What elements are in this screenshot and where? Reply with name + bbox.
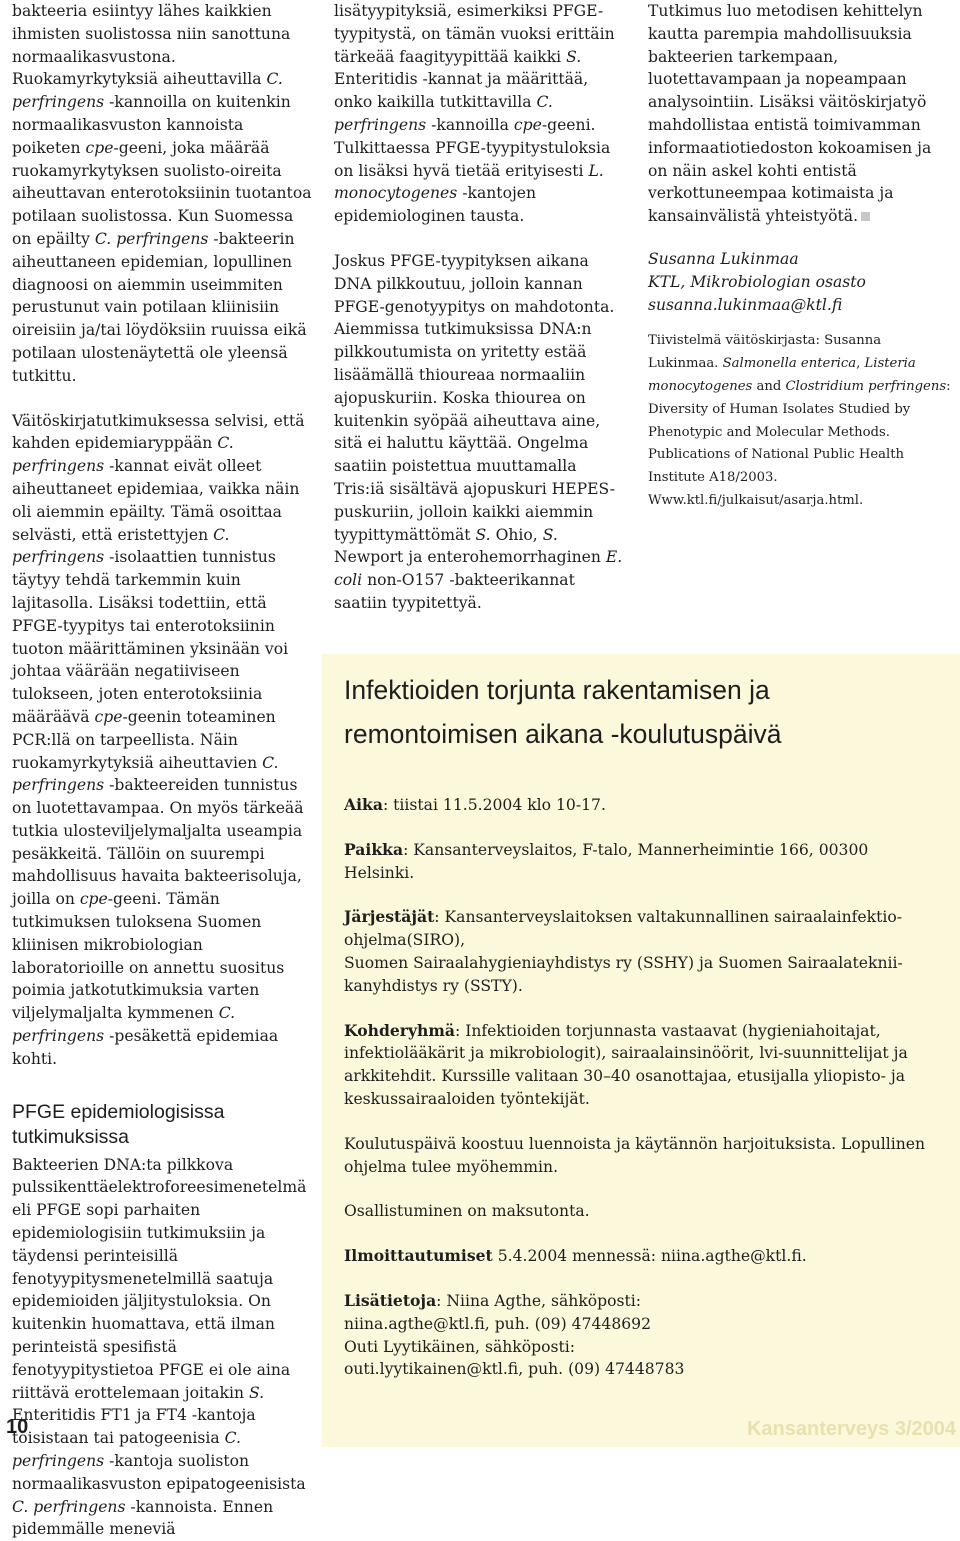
italic-term: Listeria monocytogenes	[648, 356, 916, 394]
text-run: : Diversity of Human Isolates Studied by Phenotypic and Molecular Methods. Publications of National Public Health Institute A18/2003. Www.ktl.fi/julkaisut/asarja.html.	[648, 378, 951, 508]
italic-term: C. perfringens	[12, 1497, 126, 1516]
announcement-title-line: Infektioiden torjunta rakentamisen ja	[344, 675, 770, 705]
italic-term: C. perfringens	[12, 1429, 241, 1471]
italic-term: C. perfringens	[12, 753, 279, 795]
value: : tiistai 11.5.2004 klo 10-17.	[382, 796, 606, 814]
article-column-1	[12, 0, 312, 1541]
text-run: -geeni, joka määrää ruokamyrkytyksen suolisto-oireita aiheuttavan enterotoksiinin tuotantoa potilaan suolistossa. Kun Suomessa on epäilty	[12, 138, 312, 248]
italic-term: Clostridium perfringens	[785, 378, 947, 394]
italic-term: C. perfringens	[334, 93, 553, 134]
author-signature	[648, 248, 952, 316]
italic-term: cpe	[513, 115, 542, 134]
author-affiliation: KTL, Mikrobiologian osasto	[648, 272, 866, 291]
text-run: -kantoja suoliston normaalikasvuston epipatogeenisista	[12, 1452, 306, 1493]
italic-term: S.	[542, 525, 558, 544]
article-paragraph	[334, 250, 626, 615]
page-number: 10	[6, 1416, 29, 1438]
italic-term: cpe	[94, 707, 123, 726]
text-run: Tiivistelmä väitöskirjasta: Susanna Lukinmaa.	[648, 333, 882, 372]
text-run: Ohio,	[490, 525, 543, 544]
text-run: -isolaattien tunnistus täytyy tehdä tarkemmin kuin lajitasolla. Lisäksi todettiin, että PFGE-tyypitys tai enterotoksiinin tuoton määrittäminen yksinään voi johtaa väärään negatiiviseen tulokseen, joten enterotoksiinia määräävä	[12, 548, 289, 726]
text-run: -geenin toteaminen PCR:llä on tarpeellista. Näin ruokamyrkytyksiä aiheuttavien	[12, 707, 276, 772]
event-fee: Osallistuminen on maksutonta.	[344, 1202, 590, 1221]
journal-issue-label: Kansanterveys 3/2004	[746, 1418, 956, 1440]
value: : Niina Agthe, sähköposti:	[436, 1291, 642, 1310]
text-run: -pesäkettä epidemiaa kohti.	[12, 1027, 279, 1068]
event-organizers	[344, 906, 934, 997]
value: Suomen Sairaalahygieniayhdistys ry (SSHY) ja Suomen Sairaalatekniikanyhdistys ry (SSTY).	[344, 953, 903, 995]
italic-term: cpe	[85, 138, 114, 157]
italic-term: C. perfringens	[12, 1004, 236, 1046]
article-column-3	[648, 0, 952, 513]
event-contacts	[344, 1290, 934, 1381]
value: 5.4.2004 mennessä: niina.agthe@ktl.fi.	[492, 1247, 807, 1266]
text-run: -kannat eivät olleet aiheuttaneet epidemiaa, vaikka näin oli aiemmin epäilty. Tämä osoittaa selvästi, että eristettyjen	[12, 457, 300, 544]
text-run: -bakteereiden tunnistus on luotettavampaa. On myös tärkeää tutkia ulosteviljelymaljalta useampia pesäkkeitä. Tällöin on suurempi mahdollisuus havaita bakteerisoluja, joilla on	[12, 776, 304, 909]
announcement-box	[322, 654, 960, 1447]
paragraph-text	[648, 2, 931, 225]
text-run: -bakteerin aiheuttaneen epidemian, lopullinen diagnoosi on aiemmin useimmiten perustunut vain potilaan kliinisiin oireisiin ja/tai löydöksiin ruuissa eikä potilaan ulostenäytettä ole yleensä tutkittu.	[12, 229, 307, 385]
text-run: Tutkimus luo metodisen kehittelyn kautta parempia mahdollisuuksia bakteerien tarkempaan, luotettavampaan ja nopeampaan analysointiin. Lisäksi väitöskirjatyö mahdollistaa entistä toimivamman informaatiotiedoston kokoamisen ja on näin askel kohti entistä verkottuneempaa kotimaista ja kansainvälistä yhteistyötä.	[648, 2, 932, 226]
text-run: and	[752, 378, 786, 394]
value: Outi Lyytikäinen, sähköposti:	[344, 1337, 576, 1356]
event-location	[344, 839, 934, 885]
article-column-2	[334, 0, 626, 615]
italic-term: cpe	[79, 890, 108, 909]
label: Paikka	[344, 839, 404, 859]
italic-term: L. monocytogenes	[334, 161, 604, 203]
event-registration	[344, 1245, 934, 1268]
article-paragraph	[334, 0, 626, 228]
event-audience	[344, 1020, 934, 1111]
text-run: -kannoista. Ennen pidemmälle meneviä	[12, 1497, 274, 1539]
article-paragraph	[12, 1154, 312, 1541]
text-run: Bakteerien DNA:ta pilkkova pulssikenttäelektroforeesimenetelmä eli PFGE sopi parhaiten epidemiologisiin tutkimuksiin ja täydensi perinteisillä fenotyypitysmenetelmillä saatuja epidemioiden jäljitystuloksia. On kuitenkin huomattava, että ilman perinteistä spesifistä fenotyypitystietoa PFGE ei ole aina riittävä erottelemaan joitakin	[12, 1155, 307, 1402]
article-paragraph	[12, 410, 312, 1071]
text-run: bakteeria esiintyy lähes kaikkien ihmisten suolistossa niin sanottuna normaalikasvustona. Ruokamyrkytyksiä aiheuttavilla	[12, 2, 291, 89]
label: Lisätietoja	[344, 1290, 437, 1310]
label: Järjestäjät	[344, 907, 435, 927]
italic-term: C. perfringens	[12, 434, 234, 476]
italic-term: S.	[566, 47, 582, 66]
dissertation-reference	[648, 330, 952, 512]
italic-term: S.	[475, 525, 491, 544]
text-run: -kannoilla	[426, 115, 514, 134]
text-run: Newport ja enterohemorrhaginen	[334, 548, 606, 567]
text-run: lisätyypityksiä, esimerkiksi PFGE-tyypitystä, on tämän vuoksi erittäin tärkeää faagityypittää kaikki	[334, 2, 615, 66]
section-heading: PFGE epidemiologisissa tutkimuksissa	[12, 1100, 225, 1148]
event-time	[344, 794, 934, 817]
text-run: Väitöskirjatutkimuksessa selvisi, että kahden epidemiaryppään	[12, 411, 305, 453]
text-run: Joskus PFGE-tyypityksen aikana DNA pilkkoutuu, jolloin kannan PFGE-genotyypitys on mahdotonta. Aiemmissa tutkimuksissa DNA:n pilkkoutumista on yritetty estää lisäämällä thioureaa normaaliin ajopuskuriin. Koska thiourea on kuitenkin syöpää aiheuttava aine, sitä ei haluttu käyttää. Ongelma saatiin poistettua muuttamalla Tris:iä sisältävä ajopuskuri HEPES-puskuriin, jolloin kaikki aiemmin tyypittymättömät	[334, 251, 616, 544]
value: niina.agthe@ktl.fi, puh. (09) 47448692	[344, 1314, 652, 1333]
text-run: non-O157 -bakteerikannat saatiin tyypitettyä.	[334, 571, 575, 612]
announcement-title-line: remontoimisen aikana -koulutuspäivä	[344, 719, 782, 749]
article-paragraph	[648, 0, 952, 228]
italic-term: C. perfringens	[12, 70, 283, 112]
value: : Kansanterveyslaitoksen valtakunnallinen sairaalainfektioohjelma(SIRO),	[344, 908, 903, 950]
label: Kohderyhmä	[344, 1020, 455, 1040]
text-run: Enteritidis -kannat ja määrittää, onko kaikilla tutkittavilla	[334, 70, 589, 112]
author-email: susanna.lukinmaa@ktl.fi	[648, 295, 843, 314]
label: Ilmoittautumiset	[344, 1246, 493, 1266]
text-run: ,	[856, 356, 865, 372]
event-program: Koulutuspäivä koostuu luennoista ja käytännön harjoituksista. Lopullinen ohjelma tulee myöhemmin.	[344, 1134, 926, 1176]
author-name: Susanna Lukinmaa	[648, 249, 799, 268]
italic-term: E. coli	[334, 548, 623, 590]
value: outi.lyytikainen@ktl.fi, puh. (09) 47448783	[344, 1360, 685, 1379]
article-paragraph	[12, 0, 312, 388]
announcement-title	[344, 668, 934, 756]
italic-term: C. perfringens	[12, 525, 230, 567]
text-run: Enteritidis FT1 ja FT4 -kantoja toisistaan tai patogeenisia	[12, 1406, 256, 1448]
value: : Infektioiden torjunnasta vastaavat (hygieniahoitajat, infektiolääkärit ja mikrobiologit), sairaalainsinöörit, lvi-suunnittelijat ja arkkitehdit. Kurssille valitaan 30–40 osanottajaa, etusijalla yliopisto- ja keskussairaaloiden työntekijät.	[344, 1021, 908, 1108]
text-run: -geeni. Tämän tutkimuksen tuloksena Suomen kliinisen mikrobiologian laboratorioille on annettu suositus poimia jatkotutkimuksia varten viljelymaljalta kymmenen	[12, 890, 285, 1023]
text-run: -kannoilla on kuitenkin normaalikasvuston kannoista poiketen	[12, 93, 291, 157]
label: Aika	[344, 795, 383, 814]
italic-term: S.	[248, 1383, 265, 1402]
text-run: -geeni. Tulkittaessa PFGE-tyypitystuloksia on lisäksi hyvä tietää erityisesti	[334, 115, 611, 180]
italic-term: Salmonella enterica	[722, 356, 857, 372]
value: : Kansanterveyslaitos, F-talo, Mannerheimintie 166, 00300 Helsinki.	[344, 840, 869, 882]
italic-term: C. perfringens	[94, 229, 209, 248]
text-run: -kantojen epidemiologinen tausta.	[334, 184, 537, 226]
end-of-article-square-icon	[861, 212, 870, 221]
